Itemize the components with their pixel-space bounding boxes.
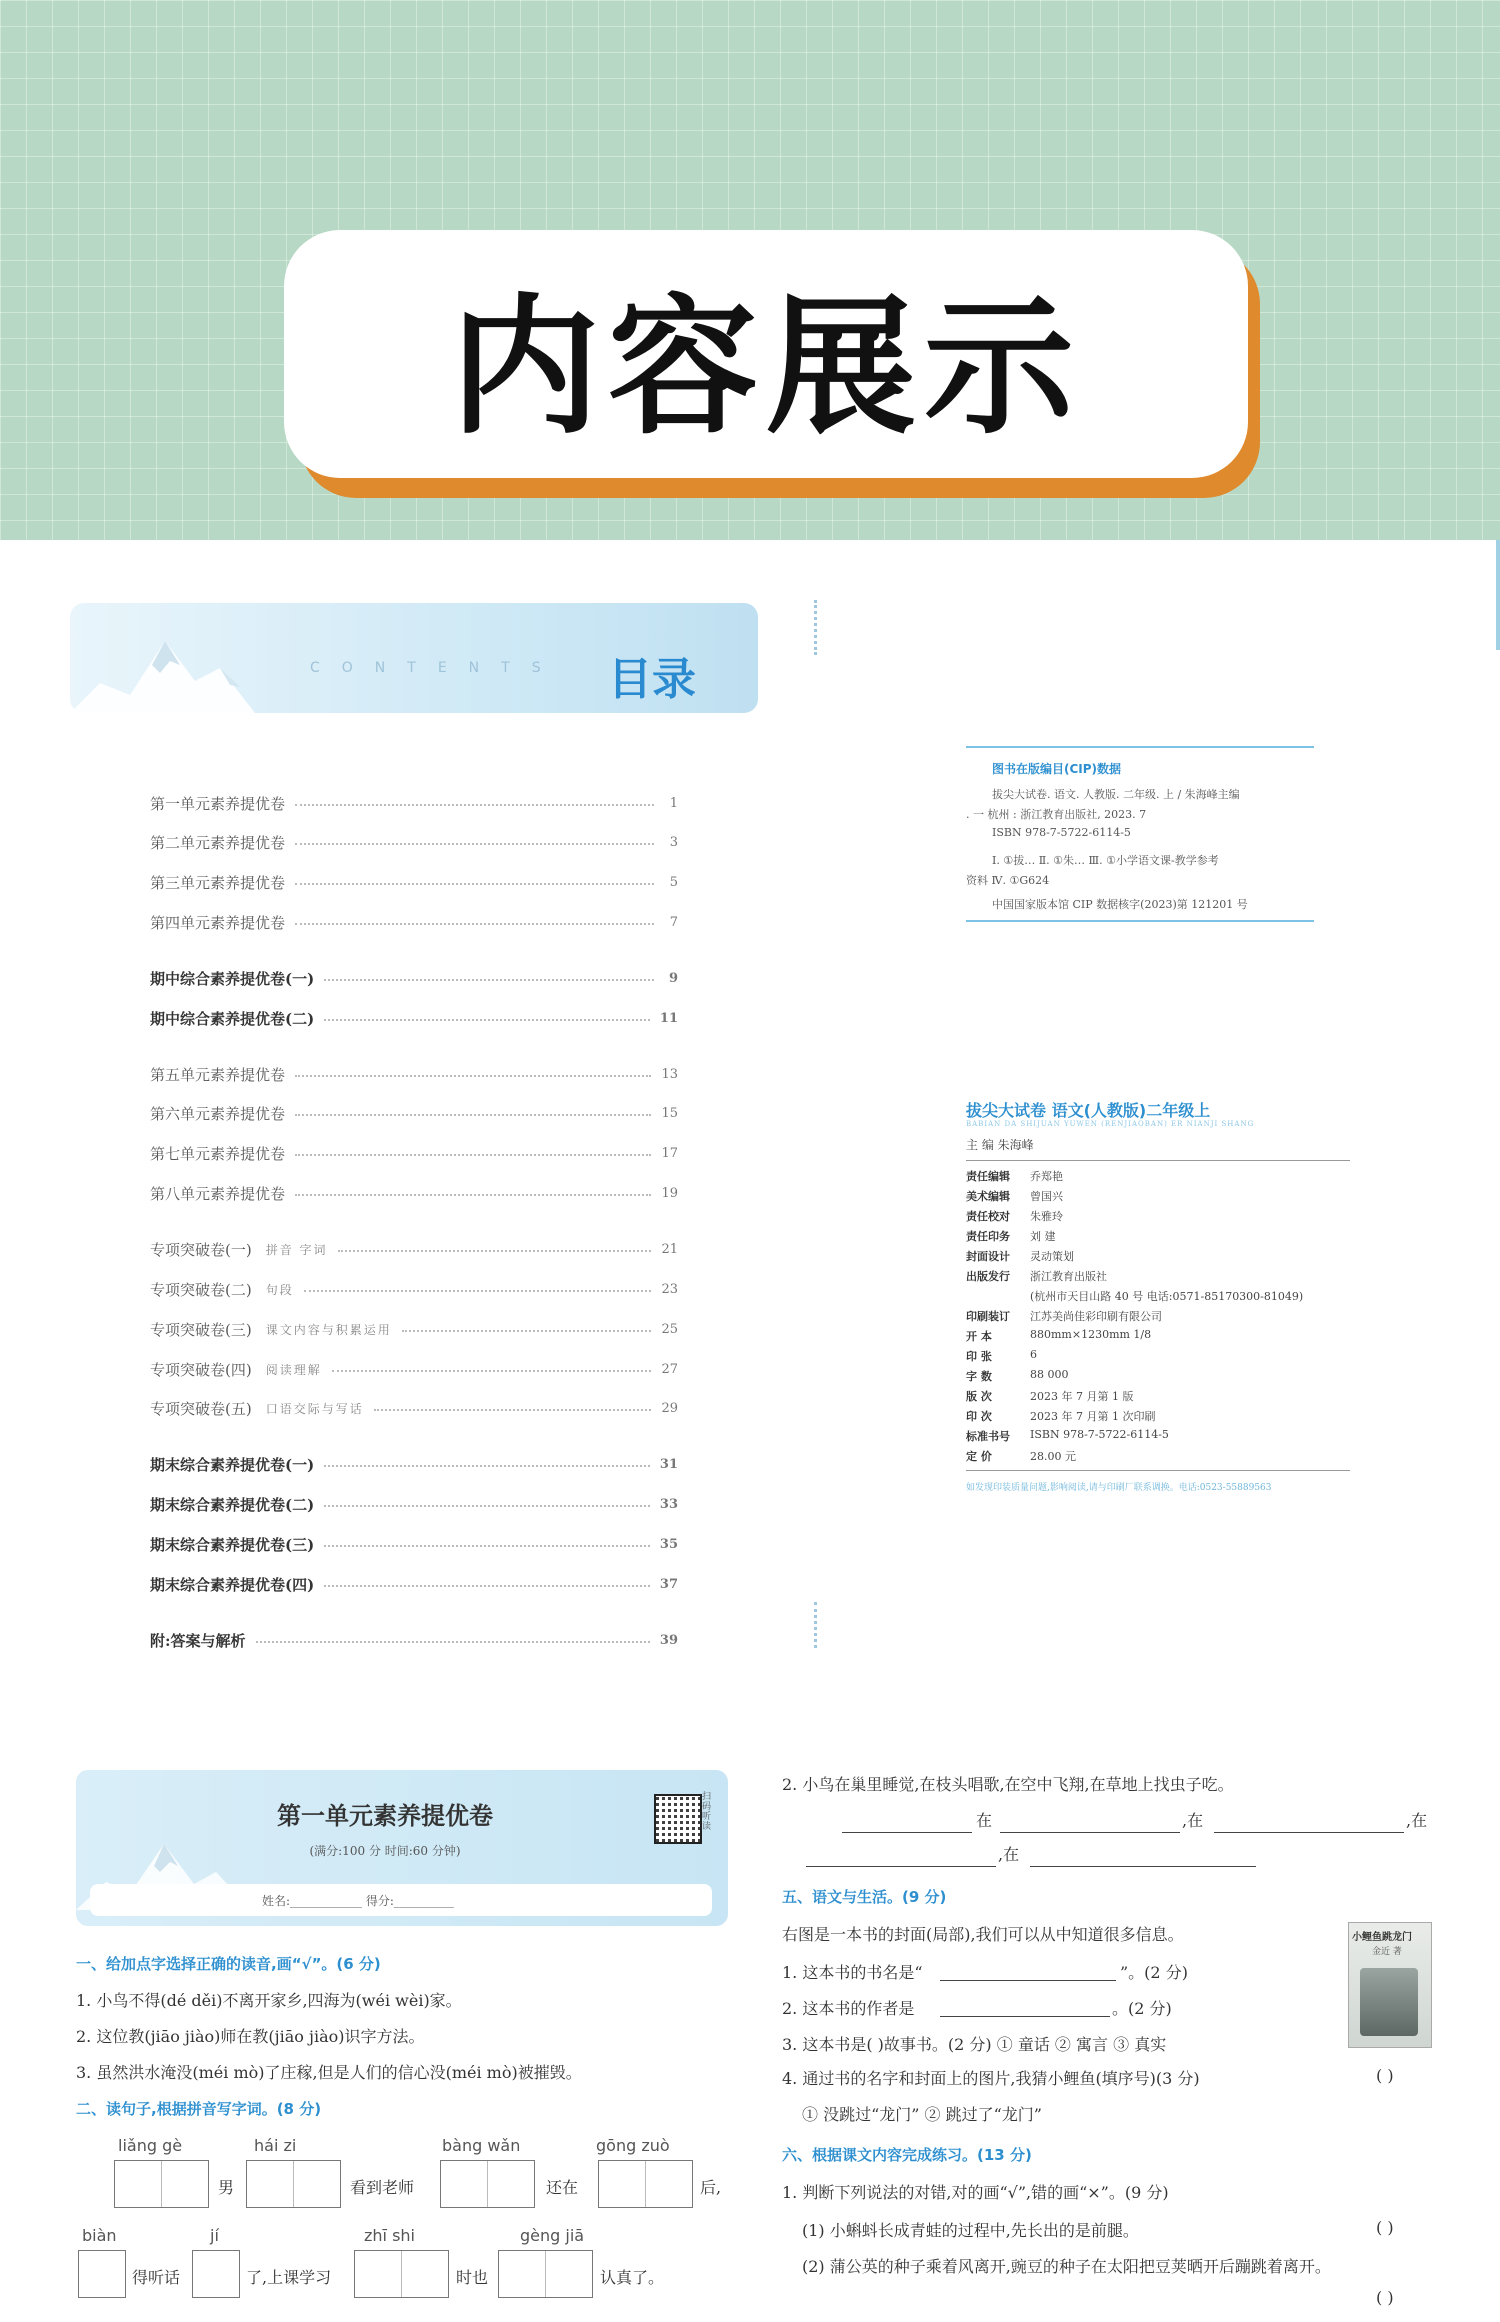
toc-item-sub: 课文内容与积累运用 [265, 1322, 392, 1337]
question: 1. 判断下列说法的对错,对的画“√”,错的画“×”。(9 分) [782, 2183, 1169, 2202]
pinyin-label: biàn [82, 2226, 117, 2245]
copyright-row: 定 价 28.00 元 [966, 1450, 1076, 1463]
toc-item [150, 1063, 678, 1085]
qr-code-icon [654, 1794, 702, 1844]
toc-item [150, 1102, 678, 1124]
sentence-fragment: 后, [700, 2178, 722, 2197]
sentence-fragment: ,在 [998, 1845, 1020, 1864]
toc-item [150, 1318, 678, 1340]
character-grid[interactable] [114, 2160, 209, 2208]
sentence-fragment: 时也 [456, 2268, 489, 2287]
toc-item [150, 1397, 678, 1419]
toc-item-label: 第七单元素养提优卷 [150, 1144, 286, 1163]
copyright-row: 印 张 6 [966, 1348, 1037, 1363]
answer-paren[interactable]: ( ) [1376, 2066, 1394, 2085]
character-grid[interactable] [440, 2160, 535, 2208]
cip-block [966, 746, 1314, 922]
toc-item-label: 专项突破卷(五) [150, 1399, 252, 1418]
book-cover-illustration [1360, 1968, 1418, 2036]
divider [966, 1470, 1350, 1471]
section-heading: 一、给加点字选择正确的读音,画“√”。(6 分) [76, 1955, 381, 1973]
toc-item [150, 911, 678, 933]
question: (2) 蒲公英的种子乘着风离开,豌豆的种子在太阳把豆荚晒开后蹦跳着离开。 [802, 2257, 1331, 2276]
book-cover-title: 小鲤鱼跳龙门 [1352, 1932, 1412, 1943]
cip-line: Ⅰ. ①拔… Ⅱ. ①朱… Ⅲ. ①小学语文课-教学参考 [992, 854, 1219, 867]
qr-label: 扫码听读 [702, 1792, 712, 1832]
toc-item-label: 附:答案与解析 [150, 1631, 246, 1650]
copyright-pinyin: BABIAN DA SHIJUAN YUWEN (RENJIAOBAN) ER NIANJI SHANG [966, 1120, 1255, 1128]
toc-item-label: 期末综合素养提优卷(三) [150, 1535, 315, 1554]
toc-item-label: 期末综合素养提优卷(四) [150, 1575, 315, 1594]
toc-item-page: 21 [661, 1241, 678, 1257]
copyright-row: (杭州市天目山路 40 号 电话:0571-85170300-81049) [1030, 1290, 1304, 1303]
copyright-row: 印刷装订 江苏美尚佳彩印刷有限公司 [966, 1310, 1162, 1323]
toc-item-label: 期中综合素养提优卷(二) [150, 1009, 315, 1028]
name-score-line: 姓名:____________ 得分:__________ [262, 1894, 454, 1908]
toc-item [150, 1533, 678, 1555]
toc-item-page: 35 [659, 1536, 678, 1552]
question: 2. 小鸟在巢里睡觉,在枝头唱歌,在空中飞翔,在草地上找虫子吃。 [782, 1775, 1234, 1794]
toc-item-label: 第二单元素养提优卷 [150, 833, 286, 852]
pinyin-label: gèng jiā [520, 2226, 585, 2245]
copyright-row: 出版发行 浙江教育出版社 [966, 1270, 1107, 1283]
copyright-editor: 主 编 朱海峰 [966, 1138, 1034, 1152]
question: 1. 小鸟不得(dé děi)不离开家乡,四海为(wéi wèi)家。 [76, 1991, 462, 2010]
character-grid[interactable] [192, 2250, 240, 2298]
toc-item [150, 1238, 678, 1260]
toc-item-label: 专项突破卷(四) [150, 1360, 252, 1379]
sentence-fragment: 得听话 [132, 2268, 181, 2287]
toc-contents-word: CONTENTS [310, 660, 563, 676]
toc-item-sub: 拼音 字词 [265, 1242, 328, 1257]
copyright-title: 拔尖大试卷 语文(人教版)二年级上 [966, 1101, 1211, 1120]
cip-line: ISBN 978-7-5722-6114-5 [992, 826, 1131, 839]
toc-item-page: 17 [661, 1145, 678, 1161]
toc-item-label: 第五单元素养提优卷 [150, 1065, 286, 1084]
question: 3. 这本书是( )故事书。(2 分) ① 童话 ② 寓言 ③ 真实 [782, 2035, 1167, 2054]
toc-item-label: 第八单元素养提优卷 [150, 1184, 286, 1203]
toc-title: 目录 [608, 654, 696, 705]
cip-line: 资料 Ⅳ. ①G624 [966, 874, 1050, 887]
copyright-row: 字 数 88 000 [966, 1368, 1069, 1383]
toc-item-page: 33 [659, 1496, 678, 1512]
toc-item-page: 29 [661, 1400, 678, 1416]
options: ① 没跳过“龙门” ② 跳过了“龙门” [802, 2105, 1042, 2124]
book-cover-author: 金近 著 [1372, 1947, 1402, 1957]
question: 4. 通过书的名字和封面上的图片,我猜小鲤鱼(填序号)(3 分) [782, 2069, 1200, 2088]
toc-item [150, 871, 678, 893]
character-grid[interactable] [246, 2160, 341, 2208]
toc-item-label: 第六单元素养提优卷 [150, 1104, 286, 1123]
question: 右图是一本书的封面(局部),我们可以从中知道很多信息。 [782, 1925, 1184, 1944]
question-end: ”。(2 分) [1120, 1963, 1188, 1982]
toc-item [150, 1629, 678, 1651]
toc-item-sub: 口语交际与写话 [265, 1401, 364, 1416]
copyright-row: 责任校对 朱雅玲 [966, 1210, 1063, 1223]
copyright-note: 如发现印装质量问题,影响阅读,请与印刷厂联系调换。电话:0523-55889563 [966, 1483, 1272, 1493]
question: 1. 这本书的书名是“ [782, 1963, 923, 1982]
answer-blank[interactable] [1000, 1832, 1180, 1833]
toc-item [150, 1358, 678, 1380]
toc-item-page: 23 [661, 1281, 678, 1297]
toc-item [150, 1007, 678, 1029]
answer-blank[interactable] [806, 1866, 996, 1867]
toc-item-label: 专项突破卷(一) [150, 1240, 252, 1259]
toc-item-page: 1 [669, 795, 678, 811]
character-grid[interactable] [598, 2160, 693, 2208]
toc-item-sub: 阅读理解 [265, 1362, 322, 1377]
answer-blank[interactable] [940, 1980, 1116, 1981]
toc-item-label: 第一单元素养提优卷 [150, 794, 286, 813]
toc-item-label: 专项突破卷(三) [150, 1320, 252, 1339]
copyright-row: 美术编辑 曾国兴 [966, 1190, 1063, 1203]
character-grid[interactable] [78, 2250, 126, 2298]
toc-item [150, 1493, 678, 1515]
mountain-icon [70, 603, 290, 713]
cip-line: . 一 杭州 : 浙江教育出版社, 2023. 7 [966, 808, 1147, 821]
answer-paren[interactable]: ( ) [1376, 2288, 1394, 2307]
exam-subtitle: (满分:100 分 时间:60 分钟) [309, 1844, 461, 1858]
answer-blank[interactable] [1214, 1832, 1404, 1833]
question: 2. 这位教(jiāo jiào)师在教(jiāo jiào)识字方法。 [76, 2027, 425, 2046]
sentence-fragment: 认真了。 [600, 2268, 665, 2287]
copyright-row: 版 次 2023 年 7 月第 1 版 [966, 1390, 1134, 1403]
toc-item-label: 期中综合素养提优卷(一) [150, 969, 315, 988]
pinyin-label: liǎng gè [118, 2136, 183, 2155]
question-end: 。(2 分) [1112, 1999, 1172, 2018]
toc-item-label: 期末综合素养提优卷(一) [150, 1455, 315, 1474]
sentence-fragment: 看到老师 [350, 2178, 415, 2197]
toc-item [150, 1182, 678, 1204]
banner-title: 内容展示 [449, 281, 1082, 455]
character-grid[interactable] [498, 2250, 593, 2298]
sentence-fragment: ,在 [1406, 1811, 1428, 1830]
sentence-fragment: 还在 [546, 2178, 579, 2197]
toc-item-page: 25 [661, 1321, 678, 1337]
answer-blank[interactable] [940, 2016, 1110, 2017]
exam-title: 第一单元素养提优卷 [277, 1801, 493, 1830]
cip-line: 中国国家版本馆 CIP 数据核字(2023)第 121201 号 [992, 898, 1248, 911]
section-heading: 六、根据课文内容完成练习。(13 分) [782, 2146, 1032, 2164]
toc-item [150, 967, 678, 989]
toc-item [150, 1573, 678, 1595]
copyright-row: 责任编辑 乔郑艳 [966, 1170, 1063, 1183]
toc-item-page: 37 [659, 1576, 678, 1592]
toc-item-page: 39 [659, 1632, 678, 1648]
section-heading: 二、读句子,根据拼音写字词。(8 分) [76, 2100, 322, 2118]
toc-item-page: 27 [661, 1361, 678, 1377]
toc-item-label: 第四单元素养提优卷 [150, 913, 286, 932]
spine-mark-bottom [814, 1602, 817, 1648]
toc-item-page: 7 [669, 914, 678, 930]
question: 3. 虽然洪水淹没(méi mò)了庄稼,但是人们的信心没(méi mò)被摧毁。 [76, 2063, 582, 2082]
toc-item [150, 1142, 678, 1164]
answer-paren[interactable]: ( ) [1376, 2218, 1394, 2237]
toc-item [150, 1278, 678, 1300]
cip-line: 拔尖大试卷. 语文. 人教版. 二年级. 上 / 朱海峰主编 [992, 788, 1240, 801]
sentence-fragment: 了,上课学习 [246, 2268, 332, 2287]
section-heading: 五、语文与生活。(9 分) [782, 1888, 947, 1906]
banner-pill [284, 230, 1248, 478]
toc-item [150, 831, 678, 853]
toc-item-page: 9 [668, 970, 678, 986]
copyright-row: 开 本 880mm×1230mm 1/8 [966, 1328, 1152, 1343]
sentence-fragment: ,在 [1182, 1811, 1204, 1830]
pinyin-label: hái zi [254, 2136, 297, 2155]
toc-item [150, 792, 678, 814]
toc-item-page: 15 [661, 1105, 678, 1121]
sentence-fragment: 在 [976, 1811, 993, 1830]
character-grid[interactable] [354, 2250, 449, 2298]
pinyin-label: gōng zuò [596, 2136, 670, 2155]
toc-item [150, 1453, 678, 1475]
toc-item-label: 期末综合素养提优卷(二) [150, 1495, 315, 1514]
toc-item-page: 31 [659, 1456, 678, 1472]
toc-item-sub: 句段 [265, 1282, 294, 1297]
pinyin-label: jí [210, 2226, 219, 2245]
answer-blank[interactable] [842, 1832, 972, 1833]
pinyin-label: bàng wǎn [442, 2136, 521, 2155]
copyright-row: 封面设计 灵动策划 [966, 1250, 1074, 1263]
toc-item-page: 19 [661, 1185, 678, 1201]
toc-item-page: 5 [669, 874, 678, 890]
toc-item-label: 第三单元素养提优卷 [150, 873, 286, 892]
copyright-row: 责任印务 刘 建 [966, 1230, 1056, 1243]
toc-item-page: 11 [659, 1010, 678, 1026]
right-edge-strip [1496, 540, 1500, 650]
divider [966, 1160, 1350, 1161]
answer-blank[interactable] [1030, 1866, 1256, 1867]
question: 2. 这本书的作者是 [782, 1999, 915, 2018]
question: (1) 小蝌蚪长成青蛙的过程中,先长出的是前腿。 [802, 2221, 1139, 2240]
toc-item-page: 3 [669, 834, 678, 850]
cip-heading: 图书在版编目(CIP)数据 [992, 762, 1122, 776]
pinyin-label: zhī shi [364, 2226, 415, 2245]
spine-mark-top [814, 600, 817, 655]
copyright-row: 印 次 2023 年 7 月第 1 次印刷 [966, 1410, 1156, 1423]
toc-item-label: 专项突破卷(二) [150, 1280, 252, 1299]
sentence-fragment: 男 [218, 2178, 235, 2197]
copyright-row: 标准书号 ISBN 978-7-5722-6114-5 [966, 1428, 1169, 1443]
toc-item-page: 13 [661, 1066, 678, 1082]
